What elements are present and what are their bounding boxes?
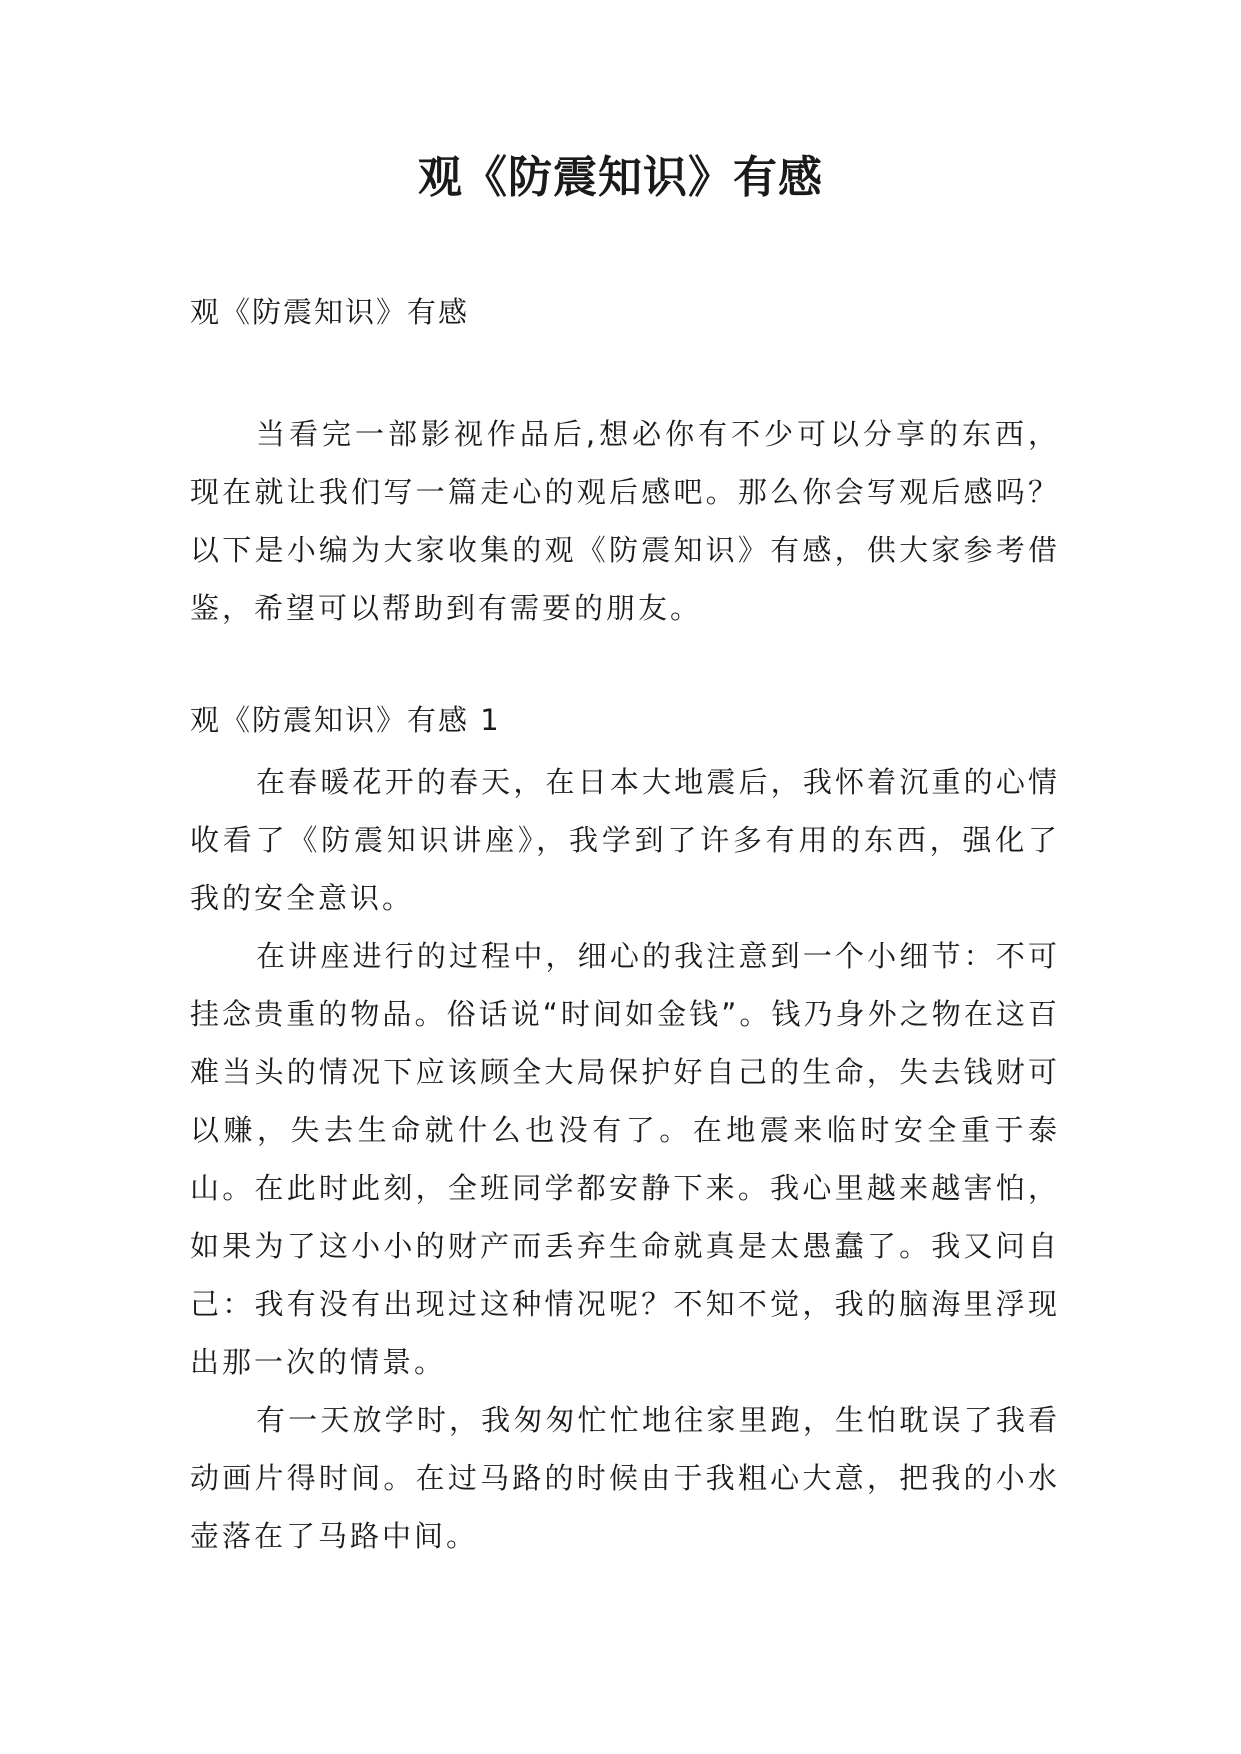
section-heading: 观《防震知识》有感 1 — [190, 703, 501, 737]
intro-paragraph: 当看完一部影视作品后,想必你有不少可以分享的东西，现在就让我们写一篇走心的观后感吧。那么你会写观后感吗？以下是小编为大家收集的观《防震知识》有感，供大家参考借鉴，希望可以帮助到有需要的朋友。 — [190, 417, 1060, 625]
body-paragraph-3: 有一天放学时，我匆匆忙忙地往家里跑，生怕耽误了我看动画片得时间。在过马路的时候由于我粗心大意，把我的小水壶落在了马路中间。 — [190, 1403, 1060, 1553]
page-title: 观《防震知识》有感 — [418, 152, 823, 203]
body-paragraph-1: 在春暖花开的春天，在日本大地震后，我怀着沉重的心情收看了《防震知识讲座》，我学到了许多有用的东西，强化了我的安全意识。 — [190, 765, 1060, 915]
document-subtitle: 观《防震知识》有感 — [190, 295, 470, 329]
body-paragraph-2: 在讲座进行的过程中，细心的我注意到一个小细节：不可挂念贵重的物品。俗话说“时间如金钱”。钱乃身外之物在这百难当头的情况下应该顾全大局保护好自己的生命，失去钱财可以赚，失去生命就什么也没有了。在地震来临时安全重于泰山。在此时此刻，全班同学都安静下来。我心里越来越害怕，如果为了这小小的财产而丢弃生命就真是太愚蠢了。我又问自己：我有没有出现过这种情况呢？不知不觉，我的脑海里浮现出那一次的情景。 — [190, 939, 1060, 1379]
